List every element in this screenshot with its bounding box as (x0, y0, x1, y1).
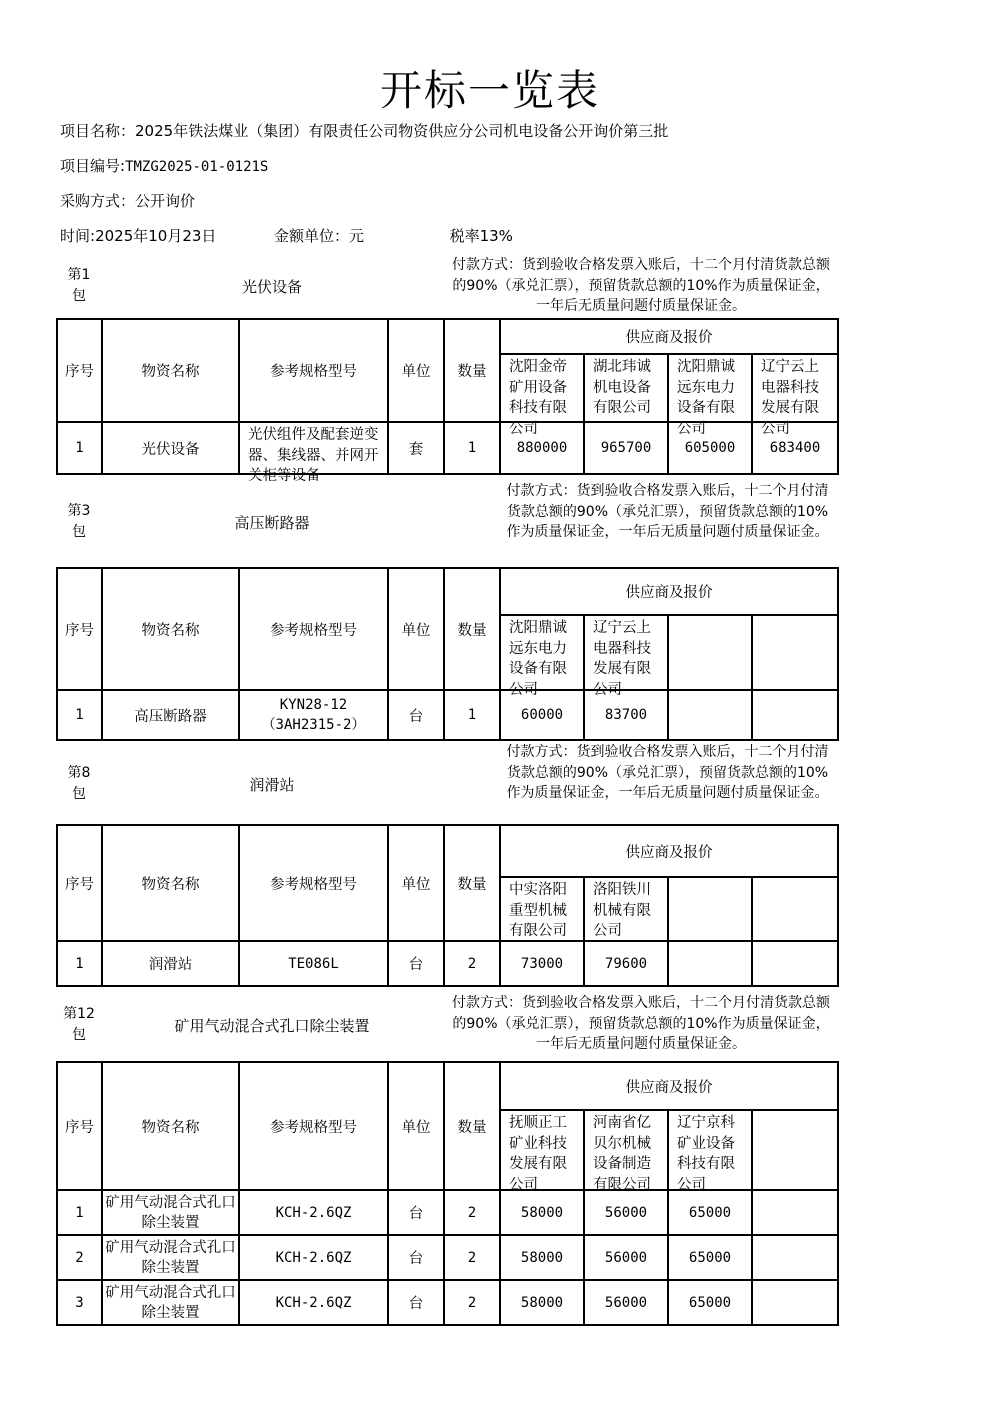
cell-price (752, 1280, 838, 1325)
cell-price: 65000 (668, 1190, 752, 1235)
table-row (57, 941, 838, 986)
project-no-line (60, 155, 268, 176)
header-unit: 单位 (388, 1062, 444, 1190)
header-name: 物资名称 (102, 568, 239, 690)
time-value: 2025年10月23日 (95, 227, 217, 245)
supplier-name (752, 877, 838, 941)
supplier-name (584, 615, 668, 698)
cell-price: 605000 (668, 422, 752, 474)
supplier-name (752, 1110, 838, 1190)
package-name: 光伏设备 (241, 278, 302, 296)
cell-price: 79600 (584, 941, 668, 986)
cell-price (752, 1190, 838, 1235)
cell-qty: 1 (444, 690, 500, 740)
package-number: 第1 (67, 267, 91, 283)
cell-name: 高压断路器 (102, 690, 239, 740)
purchase-method-line (60, 190, 195, 211)
package-label (56, 763, 102, 805)
header-name: 物资名称 (102, 825, 239, 941)
supplier-text: 辽宁云上电器科技发展有限公司 (593, 620, 651, 698)
project-no: TMZG2025-01-0121S (125, 159, 269, 175)
cell-spec (239, 422, 388, 484)
cell-unit: 台 (388, 1235, 444, 1280)
table-row (57, 1235, 838, 1280)
header-suppliers: 供应商及报价 (500, 1062, 838, 1110)
header-suppliers: 供应商及报价 (500, 319, 838, 354)
package-label (56, 265, 102, 307)
cell-name: 矿用气动混合式孔口除尘装置 (102, 1235, 239, 1280)
payment-terms: 付款方式：货到验收合格发票入账后，十二个月付清货款总额的90%（承兑汇票），预留货款总额的10%作为质量保证金，一年后无质量问题付质量保证金。 (506, 483, 829, 540)
header-spec: 参考规格型号 (239, 1062, 388, 1190)
cell-seq: 3 (57, 1280, 102, 1325)
cell-price (752, 1235, 838, 1280)
cell-price: 56000 (584, 1280, 668, 1325)
cell-spec-text: 光伏组件及配套逆变器、集线器、并网开关柜等设备 (248, 427, 379, 484)
supplier-name (500, 1110, 584, 1193)
header-qty: 数量 (444, 1062, 500, 1190)
table-row (57, 1190, 838, 1235)
page-title: 开标一览表 (379, 66, 600, 115)
cell-price: 58000 (500, 1190, 584, 1235)
table-row (57, 1280, 838, 1325)
cell-unit: 台 (388, 1280, 444, 1325)
supplier-name (584, 1110, 668, 1193)
cell-qty: 2 (444, 941, 500, 986)
bid-table (56, 824, 839, 987)
cell-price: 683400 (752, 422, 838, 474)
header-name: 物资名称 (102, 319, 239, 422)
purchase-method-label: 采购方式： (60, 192, 136, 210)
payment-terms: 付款方式：货到验收合格发票入账后，十二个月付清货款总额的90%（承兑汇票），预留货款总额的10%作为质量保证金，一年后无质量问题付质量保证金。 (452, 995, 830, 1052)
cell-qty: 2 (444, 1190, 500, 1235)
supplier-text (677, 880, 746, 940)
purchase-method: 公开询价 (135, 192, 196, 210)
supplier-text: 湖北玮诚机电设备有限公司 (593, 359, 651, 416)
package-suffix: 包 (72, 786, 86, 802)
supplier-name (668, 354, 752, 437)
table-row (57, 422, 838, 474)
supplier-text: 河南省亿贝尔机械设备制造有限公司 (593, 1115, 651, 1193)
supplier-name (668, 615, 752, 690)
header-unit: 单位 (388, 825, 444, 941)
supplier-text: 辽宁云上电器科技发展有限公司 (761, 359, 819, 437)
amount-unit-label: 金额单位： (273, 227, 349, 245)
cell-unit: 台 (388, 690, 444, 740)
bid-table (56, 567, 839, 741)
cell-name: 矿用气动混合式孔口除尘装置 (102, 1190, 239, 1235)
header-seq: 序号 (57, 319, 102, 422)
time-label: 时间: (60, 227, 96, 245)
supplier-text: 沈阳鼎诚远东电力设备有限公司 (677, 359, 735, 437)
cell-unit: 套 (388, 422, 444, 474)
supplier-text: 中实洛阳重型机械有限公司 (509, 882, 567, 939)
package-suffix: 包 (72, 524, 86, 540)
payment-terms: 付款方式：货到验收合格发票入账后，十二个月付清货款总额的90%（承兑汇票），预留货款总额的10%作为质量保证金，一年后无质量问题付质量保证金。 (506, 744, 829, 801)
cell-price (668, 941, 752, 986)
cell-seq: 2 (57, 1235, 102, 1280)
cell-price: 58000 (500, 1280, 584, 1325)
package-suffix: 包 (72, 1027, 86, 1043)
payment-terms: 付款方式：货到验收合格发票入账后，十二个月付清货款总额的90%（承兑汇票），预留货款总额的10%作为质量保证金，一年后无质量问题付质量保证金。 (452, 257, 830, 314)
package-name: 高压断路器 (234, 514, 310, 532)
supplier-text: 沈阳金帝矿用设备科技有限公司 (509, 359, 567, 437)
cell-qty: 1 (444, 422, 500, 474)
supplier-name (500, 615, 584, 698)
amount-unit: 元 (349, 227, 365, 245)
header-seq: 序号 (57, 825, 102, 941)
supplier-text: 抚顺正工矿业科技发展有限公司 (509, 1115, 567, 1193)
package-number: 第8 (67, 765, 91, 781)
header-qty: 数量 (444, 568, 500, 690)
cell-price: 65000 (668, 1280, 752, 1325)
package-name: 润滑站 (249, 776, 295, 794)
header-seq: 序号 (57, 568, 102, 690)
header-unit: 单位 (388, 319, 444, 422)
cell-price: 73000 (500, 941, 584, 986)
header-seq: 序号 (57, 1062, 102, 1190)
package-label (56, 1004, 102, 1046)
table-row (57, 690, 838, 740)
cell-name: 矿用气动混合式孔口除尘装置 (102, 1280, 239, 1325)
header-suppliers: 供应商及报价 (500, 825, 838, 877)
header-unit: 单位 (388, 568, 444, 690)
cell-name: 润滑站 (102, 941, 239, 986)
supplier-name (668, 877, 752, 941)
bid-table (56, 1061, 839, 1326)
header-spec: 参考规格型号 (239, 319, 388, 422)
supplier-name (500, 354, 584, 437)
project-name: 2025年铁法煤业（集团）有限责任公司物资供应分公司机电设备公开询价第三批 (135, 122, 669, 140)
package-label (56, 501, 102, 543)
cell-price: 60000 (500, 690, 584, 740)
supplier-name (500, 877, 584, 941)
cell-spec: KCH-2.6QZ (239, 1235, 388, 1280)
package-number: 第12 (63, 1006, 95, 1022)
cell-spec: KYN28-12（3AH2315-2） (239, 690, 388, 740)
cell-price (752, 941, 838, 986)
cell-price: 58000 (500, 1235, 584, 1280)
header-suppliers: 供应商及报价 (500, 568, 838, 615)
cell-price (752, 690, 838, 740)
cell-price: 65000 (668, 1235, 752, 1280)
cell-seq: 1 (57, 1190, 102, 1235)
cell-spec: KCH-2.6QZ (239, 1190, 388, 1235)
package-number: 第3 (67, 503, 91, 519)
time-line (60, 225, 513, 246)
tax-rate: 税率13% (449, 227, 513, 245)
supplier-text: 辽宁京科矿业设备科技有限公司 (677, 1115, 735, 1193)
package-suffix: 包 (72, 288, 86, 304)
supplier-text (761, 880, 832, 940)
project-name-label: 项目名称： (60, 122, 136, 140)
supplier-text (677, 618, 746, 687)
supplier-name (584, 877, 668, 941)
cell-seq: 1 (57, 690, 102, 740)
cell-price (668, 690, 752, 740)
cell-price: 83700 (584, 690, 668, 740)
cell-name: 光伏设备 (102, 422, 239, 474)
cell-spec: KCH-2.6QZ (239, 1280, 388, 1325)
supplier-name (752, 354, 838, 437)
header-name: 物资名称 (102, 1062, 239, 1190)
header-qty: 数量 (444, 825, 500, 941)
header-spec: 参考规格型号 (239, 825, 388, 941)
cell-price: 56000 (584, 1235, 668, 1280)
cell-seq: 1 (57, 941, 102, 986)
cell-qty: 2 (444, 1280, 500, 1325)
cell-qty: 2 (444, 1235, 500, 1280)
header-qty: 数量 (444, 319, 500, 422)
cell-price: 56000 (584, 1190, 668, 1235)
supplier-text (761, 618, 832, 687)
bid-table (56, 318, 839, 484)
cell-price: 965700 (584, 422, 668, 474)
supplier-text: 洛阳铁川机械有限公司 (593, 882, 651, 939)
cell-unit: 台 (388, 941, 444, 986)
package-name: 矿用气动混合式孔口除尘装置 (174, 1017, 370, 1035)
supplier-text (761, 1113, 832, 1187)
supplier-name (584, 354, 668, 422)
project-name-line (60, 120, 668, 141)
supplier-text: 沈阳鼎诚远东电力设备有限公司 (509, 620, 567, 698)
cell-price: 880000 (500, 422, 584, 474)
cell-unit: 台 (388, 1190, 444, 1235)
project-no-label: 项目编号: (60, 157, 126, 175)
header-spec: 参考规格型号 (239, 568, 388, 690)
supplier-name (752, 615, 838, 690)
cell-spec: TE086L (239, 941, 388, 986)
supplier-name (668, 1110, 752, 1193)
cell-seq: 1 (57, 422, 102, 474)
